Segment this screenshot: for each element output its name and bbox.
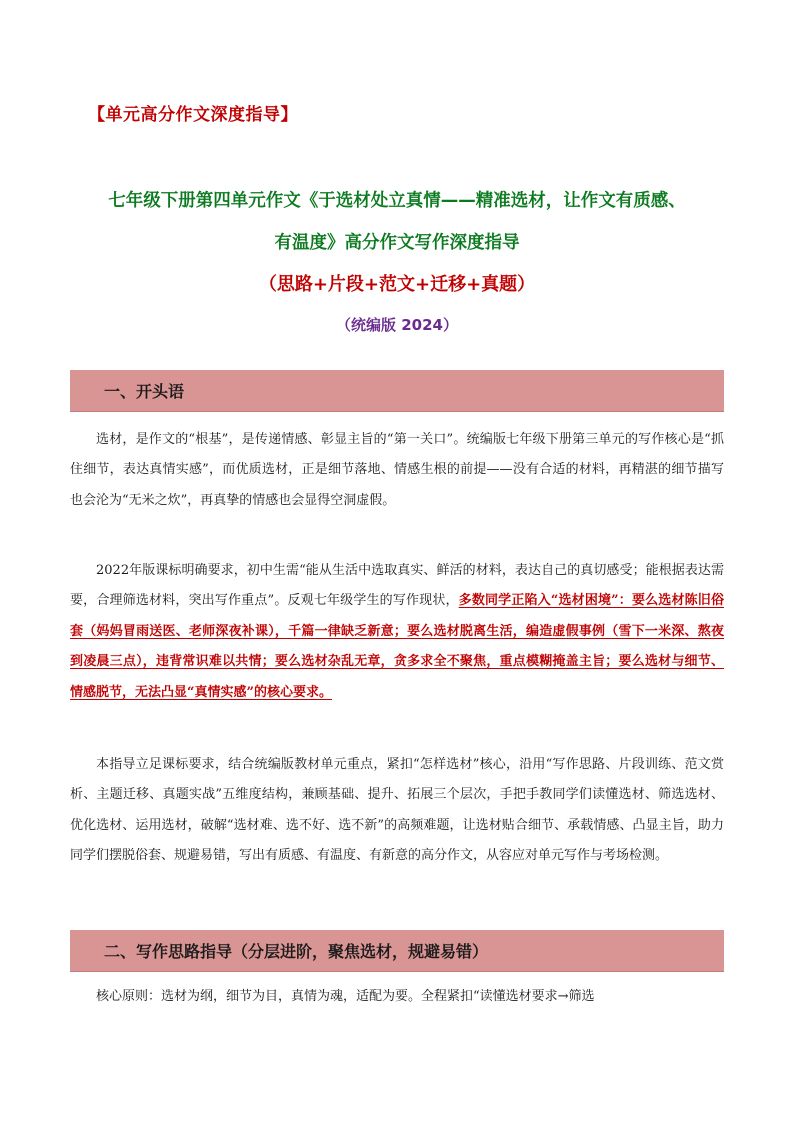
document-subtitle: （思路+片段+范文+迁移+真题） bbox=[258, 274, 536, 295]
intro-paragraph-3: 本指导立足课标要求，结合统编版教材单元重点，紧扣“怎样选材”核心，沿用“写作思路、片段训练、范文赏析、主题迁移、真题实战”五维度结构，兼顾基础、提升、拓展三个层次，手把手教同学们读懂选材、筛选选材、优化选材、运用选材，破解“选材难、选不好、选不新”的高频难题，让选材贴合细节、承载情感、凸显主旨，助力同学们摆脱俗套、规避易错，写出有质感、有温度、有新意的高分作文，从容应对单元写作与考场检测。 bbox=[70, 757, 724, 864]
document-title-line-1: 七年级下册第四单元作文《于选材处立真情——精准选材，让作文有质感、 bbox=[108, 191, 686, 211]
paragraph-2-lead-text: 2022年版课标明确要求，初中生需“能从生活中选取真实、鲜活的材料，表达自己的真切感受；能根据表达需要，合理筛选材料，突出写作重点”。反观七年级学生的写作现状， bbox=[70, 563, 724, 609]
intro-paragraph-1: 选材，是作文的“根基”，是传递情感、彰显主旨的“第一关口”。统编版七年级下册第三单元的写作核心是“抓住细节，表达真情实感”，而优质选材，正是细节落地、情感生根的前提——没有合适的材料，再精湛的细节描写也会沦为“无米之炊”，再真挚的情感也会显得空洞虚假。 bbox=[70, 432, 724, 508]
highlighted-problem-text: 多数同学正陷入“选材困境”：要么选材陈旧俗套（妈妈冒雨送医、老师深夜补课），千篇一律缺乏新意；要么选材脱离生活，编造虚假事例（雪下一米深、熬夜到凌晨三点），违背常识难以共情；要么选材杂乱无章，贪多求全不聚焦，重点模糊掩盖主旨；要么选材与细节、情感脱节，无法凸显“真情实感”的核心要求。 bbox=[70, 593, 724, 700]
section-heading-intro-text: 一、开头语 bbox=[104, 382, 185, 401]
intro-paragraph-2 bbox=[70, 556, 724, 708]
section-heading-writing-guide bbox=[70, 930, 724, 972]
writing-guide-paragraph-1: 核心原则：选材为纲，细节为目，真情为魂，适配为要。全程紧扣“读懂选材要求→筛选 bbox=[96, 989, 595, 1004]
section-heading-intro bbox=[70, 370, 724, 412]
edition-label: （统编版 2024） bbox=[336, 316, 458, 334]
section-heading-writing-guide-text: 二、写作思路指导（分层进阶，聚焦选材，规避易错） bbox=[104, 942, 489, 961]
document-title-line-2: 有温度》高分作文写作深度指导 bbox=[274, 233, 520, 253]
unit-guide-tag: 【单元高分作文深度指导】 bbox=[88, 105, 298, 125]
